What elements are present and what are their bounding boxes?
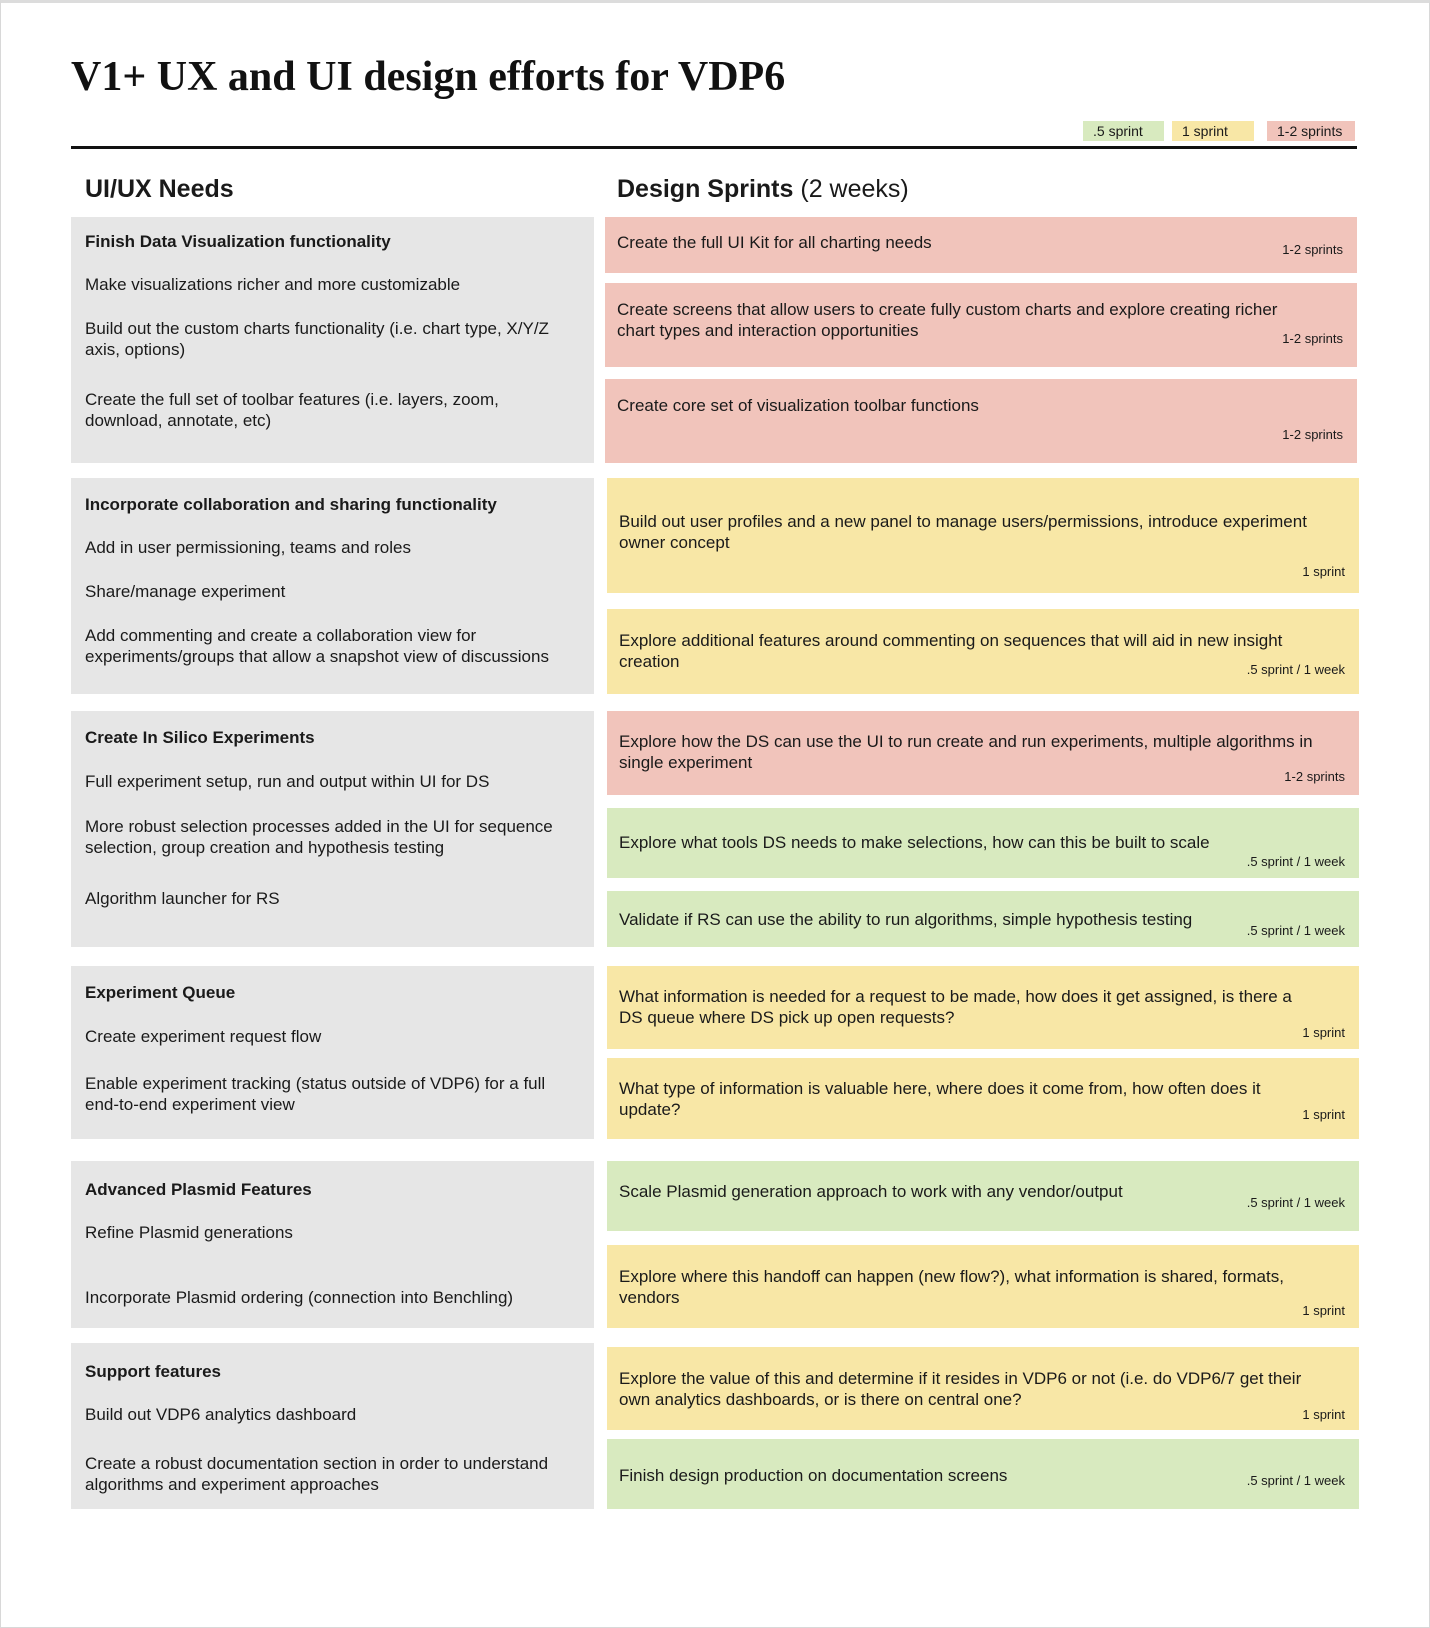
sprint-text: Create screens that allow users to create fully custom charts and explore creating richer chart types and interaction opportunities — [617, 300, 1278, 340]
sprint-text: Explore what tools DS needs to make selections, how can this be built to scale — [619, 833, 1210, 852]
sprint-duration: 1 sprint — [1302, 1107, 1345, 1122]
sprint-card — [605, 283, 1357, 367]
sprint-duration: .5 sprint / 1 week — [1246, 923, 1345, 938]
sprint-card — [607, 1161, 1359, 1231]
sprint-card — [605, 379, 1357, 463]
need-group-experiment-queue — [71, 966, 594, 1139]
sprint-card — [607, 1245, 1359, 1328]
need-item: Add commenting and create a collaboration view for experiments/groups that allow a snapshot view of discussions — [85, 626, 549, 666]
sprint-card — [607, 478, 1359, 593]
sprint-text: Validate if RS can use the ability to run algorithms, simple hypothesis testing — [619, 910, 1193, 929]
sprint-duration: 1 sprint — [1302, 1303, 1345, 1318]
need-heading: Finish Data Visualization functionality — [85, 232, 391, 251]
sprint-duration: .5 sprint / 1 week — [1246, 854, 1345, 869]
need-item: Create a robust documentation section in order to understand algorithms and experiment approaches — [85, 1454, 549, 1494]
sprint-duration: 1 sprint — [1302, 1025, 1345, 1040]
sprint-text: Scale Plasmid generation approach to work with any vendor/output — [619, 1182, 1123, 1201]
need-group-collaboration — [71, 478, 594, 694]
needs-column-heading: UI/UX Needs — [85, 175, 234, 203]
sprint-text: Explore the value of this and determine if it resides in VDP6 or not (i.e. do VDP6/7 get their own analytics dashboards, or is there on central one? — [619, 1369, 1302, 1409]
need-heading: Advanced Plasmid Features — [85, 1180, 312, 1199]
need-item: Algorithm launcher for RS — [85, 889, 280, 908]
sprint-duration: 1 sprint — [1302, 1407, 1345, 1422]
need-item: Incorporate Plasmid ordering (connection into Benchling) — [85, 1288, 514, 1307]
page-title: V1+ UX and UI design efforts for VDP6 — [71, 54, 786, 100]
need-item: Create the full set of toolbar features (i.e. layers, zoom, download, annotate, etc) — [85, 390, 499, 430]
sprints-heading-suffix: (2 weeks) — [793, 175, 909, 203]
sprint-text: Build out user profiles and a new panel to manage users/permissions, introduce experiment owner concept — [619, 512, 1307, 552]
need-group-data-visualization — [71, 217, 594, 463]
sprint-text: Finish design production on documentation screens — [619, 1466, 1008, 1485]
sprint-card — [607, 1439, 1359, 1509]
title-divider — [71, 146, 1357, 149]
need-item: Build out the custom charts functionality (i.e. chart type, X/Y/Z axis, options) — [85, 319, 549, 359]
need-item: Enable experiment tracking (status outside of VDP6) for a full end-to-end experiment view — [85, 1074, 546, 1114]
sprint-card — [607, 1058, 1359, 1139]
legend-half-sprint: .5 sprint — [1083, 121, 1164, 141]
sprint-duration: 1-2 sprints — [1284, 769, 1345, 784]
need-group-plasmid — [71, 1161, 594, 1328]
legend-one-two-sprints: 1-2 sprints — [1267, 121, 1355, 141]
sprint-duration: 1 sprint — [1302, 564, 1345, 579]
sprint-text: What information is needed for a request to be made, how does it get assigned, is there a DS queue where DS pick up open requests? — [619, 987, 1292, 1027]
sprint-card — [607, 966, 1359, 1049]
sprint-duration: 1-2 sprints — [1282, 331, 1343, 346]
sprint-duration: .5 sprint / 1 week — [1246, 1195, 1345, 1210]
need-item: More robust selection processes added in the UI for sequence selection, group creation and hypothesis testing — [85, 817, 553, 857]
need-heading: Create In Silico Experiments — [85, 728, 315, 747]
need-item: Full experiment setup, run and output within UI for DS — [85, 772, 490, 791]
sprint-text: Create the full UI Kit for all charting needs — [617, 233, 932, 252]
sprint-text: Explore additional features around commenting on sequences that will aid in new insight creation — [619, 631, 1283, 671]
sprint-text: What type of information is valuable here, where does it come from, how often does it update? — [619, 1079, 1261, 1119]
sprint-card — [607, 1347, 1359, 1430]
need-group-in-silico — [71, 711, 594, 947]
sprint-text: Explore where this handoff can happen (new flow?), what information is shared, formats, vendors — [619, 1267, 1284, 1307]
sprint-card — [607, 891, 1359, 947]
sprints-heading-bold: Design Sprints — [617, 175, 794, 203]
need-item: Create experiment request flow — [85, 1027, 322, 1046]
need-item: Make visualizations richer and more customizable — [85, 275, 461, 294]
sprint-card — [607, 609, 1359, 694]
need-heading: Incorporate collaboration and sharing functionality — [85, 495, 497, 514]
sprints-column-heading — [617, 175, 909, 204]
sprint-duration: .5 sprint / 1 week — [1246, 1473, 1345, 1488]
legend-one-sprint: 1 sprint — [1172, 121, 1254, 141]
need-group-support — [71, 1343, 594, 1509]
need-heading: Experiment Queue — [85, 983, 236, 1002]
need-item: Build out VDP6 analytics dashboard — [85, 1405, 357, 1424]
sprint-duration: .5 sprint / 1 week — [1246, 662, 1345, 677]
sprint-card — [607, 711, 1359, 795]
sprint-card — [607, 808, 1359, 878]
need-heading: Support features — [85, 1362, 222, 1381]
sprint-duration: 1-2 sprints — [1282, 242, 1343, 257]
sprint-card — [605, 217, 1357, 273]
need-item: Add in user permissioning, teams and roles — [85, 538, 411, 557]
sprint-duration: 1-2 sprints — [1282, 427, 1343, 442]
sprint-text: Create core set of visualization toolbar functions — [617, 396, 979, 415]
need-item: Share/manage experiment — [85, 582, 286, 601]
sprint-text: Explore how the DS can use the UI to run create and run experiments, multiple algorithms in single experiment — [619, 732, 1313, 772]
need-item: Refine Plasmid generations — [85, 1223, 293, 1242]
